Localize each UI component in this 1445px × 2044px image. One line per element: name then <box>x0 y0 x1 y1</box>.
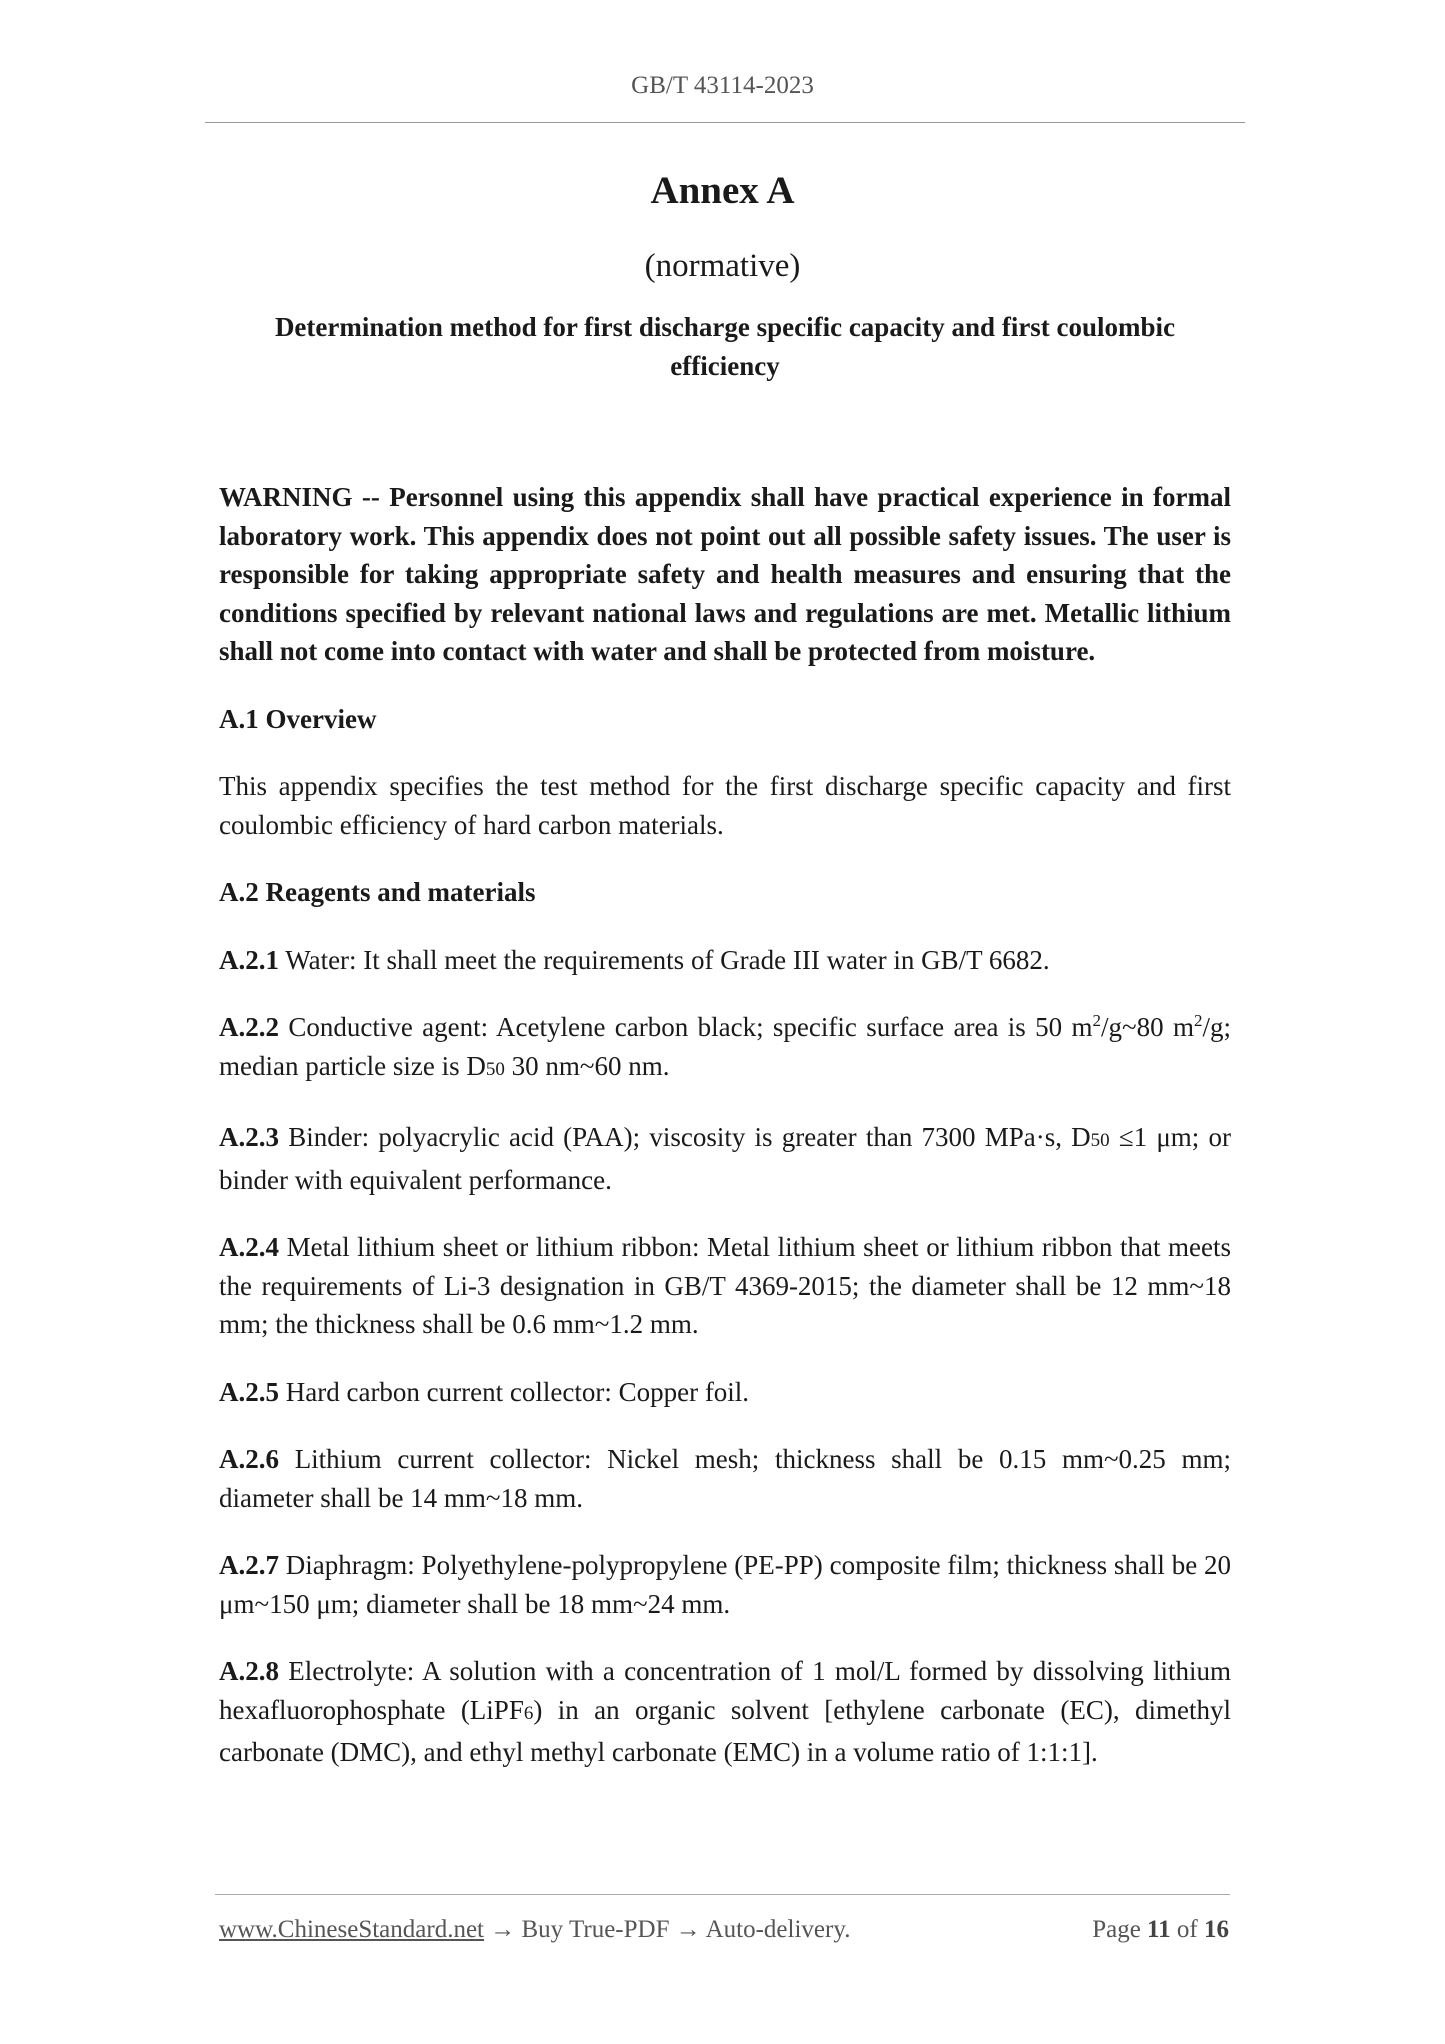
clause-number: A.2.8 <box>219 1656 279 1686</box>
clause-text: Binder: polyacrylic acid (PAA); viscosity is greater than 7300 MPa·s, <box>288 1122 1072 1152</box>
footer-rule <box>215 1894 1230 1895</box>
clause-text: Diaphragm: Polyethylene-polypropylene (PE-PP) composite film; thickness shall be 20 μm~150 μm; diameter shall be 18 mm~24 mm. <box>219 1550 1231 1619</box>
clause-text: Metal lithium sheet or lithium ribbon: Metal lithium sheet or lithium ribbon that meets the requirements of Li-3 designation in GB/T 4369-2015; the diameter shall be 12 mm~18 mm; the thickness shall be 0.6 mm~1.2 mm. <box>219 1232 1232 1339</box>
page-total: 16 <box>1204 1916 1229 1943</box>
warning-paragraph: WARNING -- Personnel using this appendix shall have practical experience in formal laboratory work. This appendix does not point out all possible safety issues. The user is responsible for taking appropriate safety and health measures and ensuring that the conditions specified by relevant national laws and regulations are met. Metallic lithium shall not come into contact with water and shall be protected from moisture. <box>219 482 1231 666</box>
d50-symbol <box>1071 1118 1110 1161</box>
footer-promo <box>219 1916 850 1944</box>
site-link[interactable]: www.ChineseStandard.net <box>219 1916 484 1943</box>
document-body <box>219 478 1231 1801</box>
superscript: 2 <box>1092 1011 1102 1030</box>
annex-type: (normative) <box>644 248 801 284</box>
clause-a26 <box>219 1440 1231 1517</box>
page-current: 11 <box>1147 1916 1171 1943</box>
d50-sub: 50 <box>1090 1130 1110 1151</box>
d50-sub: 50 <box>485 1058 505 1080</box>
d50-main: D <box>1071 1122 1091 1152</box>
clause-text: ) in an organic solvent [ethylene carbonate (EC), dimethyl carbonate (DMC), and ethyl methyl carbonate (EMC) in a volume ratio of 1:1:1]. <box>219 1694 1231 1767</box>
clause-number: A.2.7 <box>219 1550 279 1580</box>
clause-a24 <box>219 1228 1231 1344</box>
clause-number: A.2.1 <box>219 944 279 975</box>
clause-text: /g; median particle size is <box>219 1012 1231 1081</box>
annex-title: Annex A <box>650 169 795 212</box>
delivery-text: Auto-delivery. <box>705 1916 851 1943</box>
section-a1-text: This appendix specifies the test method for the first discharge specific capacity and first coulombic efficiency of hard carbon materials. <box>219 771 1231 840</box>
clause-text: ≤1 μm; or binder with equivalent performance. <box>219 1122 1231 1195</box>
clause-number: A.2.4 <box>219 1232 279 1262</box>
clause-a21 <box>219 941 1231 980</box>
clause-a22 <box>219 1008 1231 1089</box>
clause-text: Conductive agent: Acetylene carbon black; specific surface area is 50 m <box>288 1012 1093 1042</box>
running-header: GB/T 43114-2023 <box>631 72 814 99</box>
clause-text: Hard carbon current collector: Copper foil. <box>285 1376 750 1407</box>
clause-a23 <box>219 1118 1231 1199</box>
clause-text: Lithium current collector: Nickel mesh; thickness shall be 0.15 mm~0.25 mm; diameter shall be 14 mm~18 mm. <box>219 1444 1231 1513</box>
d50-symbol <box>466 1047 505 1090</box>
clause-a27 <box>219 1546 1231 1623</box>
clause-a25 <box>219 1373 1231 1412</box>
page-number <box>1092 1916 1229 1944</box>
section-heading-a1: A.1 Overview <box>219 703 377 734</box>
clause-number: A.2.6 <box>219 1444 279 1474</box>
buy-text: Buy True-PDF <box>521 1916 670 1943</box>
clause-number: A.2.5 <box>219 1376 279 1407</box>
subscript: 6 <box>523 1702 534 1724</box>
d50-main: D <box>466 1050 486 1081</box>
clause-a28 <box>219 1652 1231 1772</box>
clause-number: A.2.2 <box>219 1012 279 1042</box>
clause-number: A.2.3 <box>219 1122 279 1152</box>
clause-text: Electrolyte: A solution with a concentration of 1 mol/L formed by dissolving lithium hexafluorophosphate (LiPF <box>219 1656 1231 1725</box>
clause-text: /g~80 m <box>1101 1012 1194 1042</box>
superscript: 2 <box>1193 1011 1203 1030</box>
clause-text: 30 nm~60 nm. <box>504 1050 670 1081</box>
arrow-icon: → <box>669 1916 706 1943</box>
arrow-icon: → <box>484 1916 522 1943</box>
clause-text: Water: It shall meet the requirements of Grade III water in GB/T 6682. <box>285 944 1050 975</box>
section-heading-a2: A.2 Reagents and materials <box>219 877 536 907</box>
header-rule <box>205 122 1245 123</box>
page-of: of <box>1176 1916 1198 1943</box>
page-label: Page <box>1092 1916 1141 1943</box>
annex-subtitle: Determination method for first discharge specific capacity and first coulombic efficiency <box>274 312 1176 381</box>
